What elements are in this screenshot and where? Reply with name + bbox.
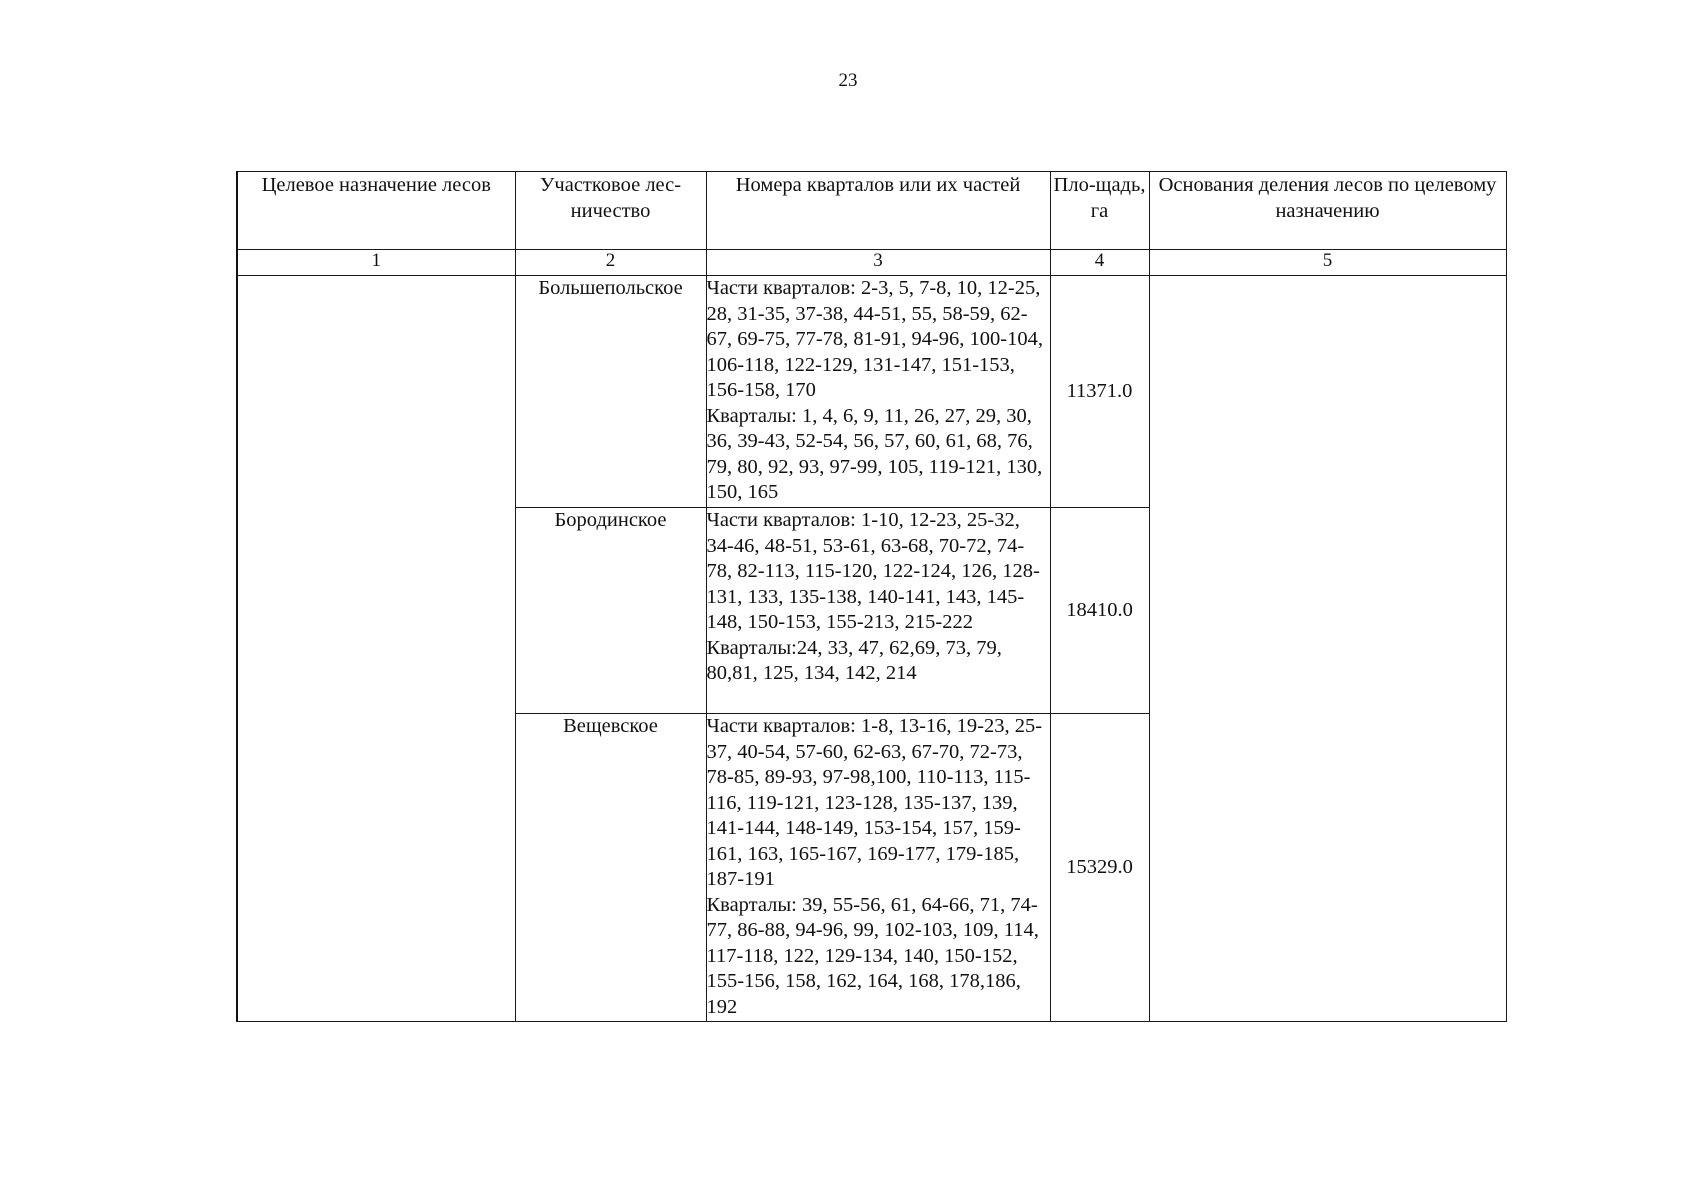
forestry-name: Большепольское <box>515 276 706 508</box>
quarter-parts: Части кварталов: 1-10, 12-23, 25-32, 34-46, 48-51, 53-61, 63-68, 70-72, 74-78, 82-113, 115-120, 122-124, 126, 128-131, 133, 135-138, 140-141, 143, 145-148, 150-153, 155-213, 215-222 <box>706 509 1040 633</box>
basis-cell <box>1149 276 1506 1022</box>
whole-quarters: Кварталы: 39, 55-56, 61, 64-66, 71, 74-77, 86-88, 94-96, 99, 102-103, 109, 114, 117-118, 122, 129-134, 140, 150-152, 155-156, 158, 162, 164, 168, 178,186, 192 <box>706 893 1039 1018</box>
table-row <box>237 276 1506 508</box>
header-basis: Основания деления лесов по целевому назначению <box>1149 172 1506 250</box>
column-number: 2 <box>515 250 706 276</box>
column-number: 4 <box>1050 250 1149 276</box>
column-number: 3 <box>706 250 1050 276</box>
header-row <box>237 172 1506 250</box>
header-quarters: Номера кварталов или их частей <box>706 172 1050 250</box>
forest-purpose-table <box>236 171 1507 1022</box>
quarter-parts: Части кварталов: 1-8, 13-16, 19-23, 25-37, 40-54, 57-60, 62-63, 67-70, 72-73, 78-85, 89-93, 97-98,100, 110-113, 115-116, 119-121, 123-128, 135-137, 139, 141-144, 148-149, 153-154, 157, 159-161, 163, 165-167, 169-177, 179-185, 187-191 <box>706 715 1043 890</box>
quarters-cell <box>706 508 1050 714</box>
quarter-parts: Части кварталов: 2-3, 5, 7-8, 10, 12-25, 28, 31-35, 37-38, 44-51, 55, 58-59, 62-67, 69-75, 77-78, 81-91, 94-96, 100-104, 106-118, 122-129, 131-147, 151-153, 156-158, 170 <box>706 277 1044 401</box>
column-number: 1 <box>237 250 515 276</box>
column-number: 5 <box>1149 250 1506 276</box>
column-number-row <box>237 250 1506 276</box>
area-value: 15329.0 <box>1050 714 1149 1022</box>
area-value: 18410.0 <box>1050 508 1149 714</box>
forestry-name: Вещевское <box>515 714 706 1022</box>
quarters-cell <box>706 276 1050 508</box>
quarters-cell <box>706 714 1050 1022</box>
whole-quarters: Кварталы: 1, 4, 6, 9, 11, 26, 27, 29, 30, 36, 39-43, 52-54, 56, 57, 60, 61, 68, 76, 79, 80, 92, 93, 97-99, 105, 119-121, 130, 150, 165 <box>706 404 1043 503</box>
forestry-name: Бородинское <box>515 508 706 714</box>
header-forestry: Участковое лес-ничество <box>515 172 706 250</box>
whole-quarters: Кварталы:24, 33, 47, 62,69, 73, 79, 80,81, 125, 134, 142, 214 <box>706 636 1002 684</box>
page-number: 23 <box>838 70 858 91</box>
forest-purpose-cell <box>237 276 515 1022</box>
area-value: 11371.0 <box>1050 276 1149 508</box>
header-area: Пло-щадь, га <box>1050 172 1149 250</box>
header-forest-purpose: Целевое назначение лесов <box>237 172 515 250</box>
